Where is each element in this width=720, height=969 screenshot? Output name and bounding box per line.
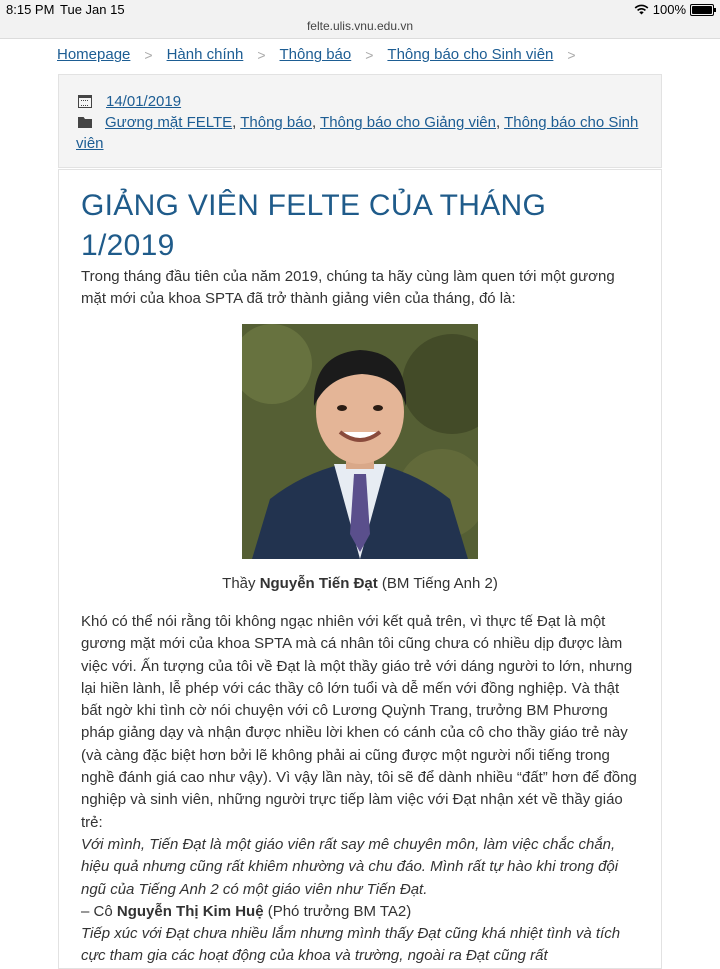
category-link-sinh-vien[interactable]: Thông báo cho Sinh viên [76,114,639,152]
breadcrumb [57,46,700,63]
status-right [634,2,714,17]
article-intro: Trong tháng đầu tiên của năm 2019, chúng ta hãy cùng làm quen tới một gương mặt mới của khoa SPTA đã trở thành giảng viên của tháng, đó là: [81,268,615,308]
breadcrumb-separator: > [144,46,153,63]
wifi-icon [634,4,649,15]
quote-second: Tiếp xúc với Đạt chưa nhiều lắm nhưng mình thấy Đạt cũng khá nhiệt tình và tích cực tham gia các hoạt động của khoa và trường, ngoài ra Đạt cũng rất [81,925,621,965]
category-link-guong-mat[interactable]: Gương mặt FELTE [105,114,233,131]
breadcrumb-homepage[interactable]: Homepage [57,46,131,63]
battery-percent: 100% [652,2,686,17]
photo-caption [0,575,720,592]
post-date-link[interactable]: 14/01/2019 [106,93,182,110]
battery-icon [690,4,714,16]
teacher-photo [242,324,478,559]
category-link-thong-bao[interactable]: Thông báo [240,114,312,131]
post-categories-row: Gương mặt FELTE, Thông báo, Thông báo cho Giảng viên, Thông báo cho Sinh viên [76,114,639,152]
folder-icon [78,117,92,128]
caption-suffix: (BM Tiếng Anh 2) [377,575,498,592]
status-time: 8:15 PM [6,2,55,17]
signature-role: (Phó trưởng BM TA2) [263,903,412,920]
caption-prefix: Thầy [222,575,260,592]
quote-huệ: Với mình, Tiến Đạt là một giáo viên rất say mê chuyên môn, làm việc chắc chắn, hiệu quả nhưng cũng rất khiêm nhường và chu đáo. Mình rất tự hào khi trong đội ngũ của Tiếng Anh 2 có một giáo viên như Tiến Đạt. [81,836,619,898]
signature-name: Nguyễn Thị Kim Huệ [116,903,264,920]
article-title: GIẢNG VIÊN FELTE CỦA THÁNG 1/2019 [81,189,547,262]
portrait-illustration [242,324,478,559]
post-date-row [78,91,181,112]
breadcrumb-separator: > [365,46,374,63]
status-date: Tue Jan 15 [60,2,125,17]
caption-name: Nguyễn Tiến Đạt [259,575,378,592]
breadcrumb-thong-bao-sinh-vien[interactable]: Thông báo cho Sinh viên [387,46,554,63]
breadcrumb-separator: > [567,46,576,63]
breadcrumb-hanh-chinh[interactable]: Hành chính [166,46,244,63]
calendar-icon [78,95,92,108]
post-meta [58,74,662,168]
url-text: felte.ulis.vnu.edu.vn [306,19,414,33]
breadcrumb-thong-bao[interactable]: Thông báo [279,46,352,63]
address-bar[interactable] [0,19,720,39]
category-link-giang-vien[interactable]: Thông báo cho Giảng viên [320,114,496,131]
quote-signature [81,901,643,923]
signature-prefix: – Cô [81,903,117,920]
breadcrumb-separator: > [257,46,266,63]
article-body: Khó có thể nói rằng tôi không ngạc nhiên với kết quả trên, vì thực tế Đạt là một gương mặt mới của khoa SPTA mà cá nhân tôi cũng chưa có nhiều dịp được làm việc với. Ấn tượng của tôi về Đạt là một thầy giáo trẻ với dáng người to lớn, nhưng lại hiền lành, lễ phép với các thầy cô lớn tuổi và dễ mến với đồng nghiệp. Và thật bất ngờ khi tình cờ nói chuyện với cô Lương Quỳnh Trang, trưởng BM Phương pháp giảng dạy và nhận được nhiều lời khen có cánh của cô cho thầy giáo trẻ này (và càng đặc biệt hơn bởi lẽ không phải ai cũng được một người nổi tiếng trong nghề đánh giá cao như vậy). Vì vậy lần này, tôi sẽ để dành nhiều “đất” hơn để đồng nghiệp và sinh viên, những người trực tiếp làm việc với Đạt nhận xét về thầy giáo trẻ: [81,613,637,831]
status-bar [0,0,720,19]
